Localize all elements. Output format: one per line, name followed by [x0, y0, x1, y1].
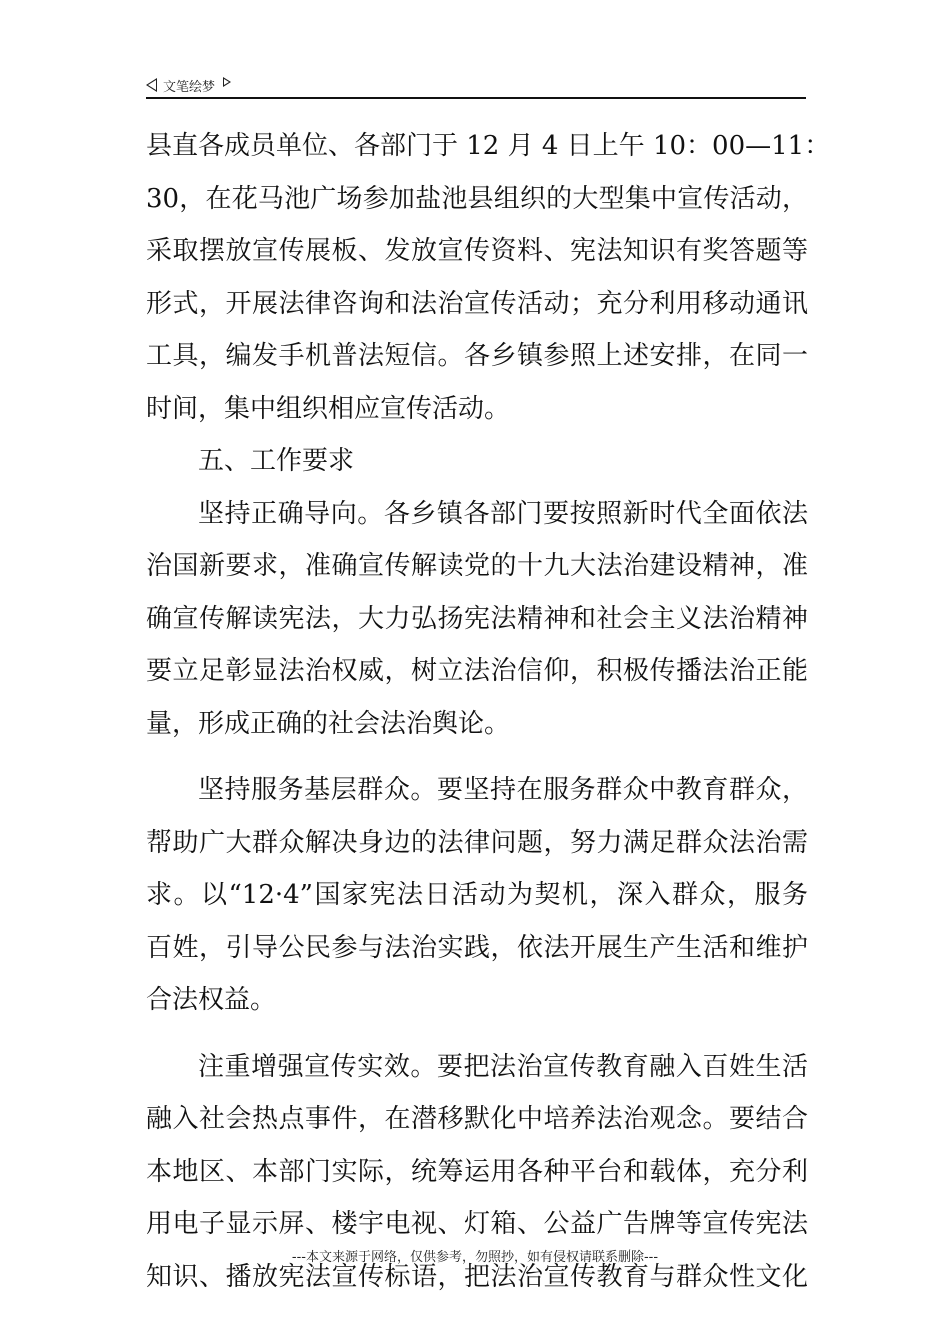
text-line: 形式，开展法律咨询和法治宣传活动；充分利用移动通讯: [146, 288, 808, 319]
text-line: 确宣传解读宪法，大力弘扬宪法精神和社会主义法治精神: [146, 603, 808, 634]
text-line: 治国新要求，准确宣传解读党的十九大法治建设精神，准: [146, 551, 808, 581]
text-line: 坚持正确导向。各乡镇各部门要按照新时代全面依法: [198, 498, 808, 529]
paragraph-activity: [146, 120, 831, 435]
triangle-right-icon: [223, 77, 231, 87]
paragraph-gap: [146, 750, 808, 764]
text-line: 注重增强宣传实效。要把法治宣传教育融入百姓生活: [198, 1051, 808, 1082]
header-title: 文笔绘梦: [163, 79, 216, 95]
section-heading: 五、工作要求: [198, 446, 355, 476]
text-line: 要立足彰显法治权威，树立法治信仰，积极传播法治正能: [146, 656, 808, 686]
text-line: 量，形成正确的社会法治舆论。: [146, 708, 511, 739]
document-body: [146, 120, 831, 1303]
text-line: 坚持服务基层群众。要坚持在服务群众中教育群众，: [198, 775, 808, 805]
text-line: 30，在花马池广场参加盐池县组织的大型集中宣传活动，: [146, 183, 808, 214]
text-line: 工具，编发手机普法短信。各乡镇参照上述安排，在同一: [146, 341, 808, 371]
text-line: 用电子显示屏、楼宇电视、灯箱、公益广告牌等宣传宪法: [146, 1209, 808, 1239]
text-line: 融入社会热点事件，在潜移默化中培养法治观念。要结合: [146, 1104, 808, 1134]
text-line: 采取摆放宣传展板、发放宣传资料、宪法知识有奖答题等: [146, 236, 808, 266]
text-line: 百姓，引导公民参与法治实践，依法开展生产生活和维护: [146, 932, 808, 963]
text-line: 合法权益。: [146, 985, 277, 1015]
text-line: 帮助广大群众解决身边的法律问题，努力满足群众法治需: [146, 827, 808, 858]
triangle-left-icon: [146, 78, 157, 92]
page-header: [146, 72, 806, 98]
paragraph-service: [146, 764, 808, 1027]
paragraph-direction: [146, 488, 808, 751]
text-line: 知识、播放宪法宣传标语，把法治宣传教育与群众性文化: [146, 1261, 808, 1292]
text-line: 求。以“12·4”国家宪法日活动为契机，深入群众，服务: [146, 880, 808, 910]
footer-disclaimer: ---本文来源于网络，仅供参考，勿照抄，如有侵权请联系删除---: [291, 1250, 659, 1265]
text-line: 县直各成员单位、各部门于 12 月 4 日上午 10：00—11：: [146, 131, 831, 161]
text-line: 本地区、本部门实际，统筹运用各种平台和载体，充分利: [146, 1156, 808, 1187]
paragraph-gap: [146, 1027, 808, 1041]
header-divider: [146, 97, 806, 99]
text-line: 时间，集中组织相应宣传活动。: [146, 393, 511, 424]
